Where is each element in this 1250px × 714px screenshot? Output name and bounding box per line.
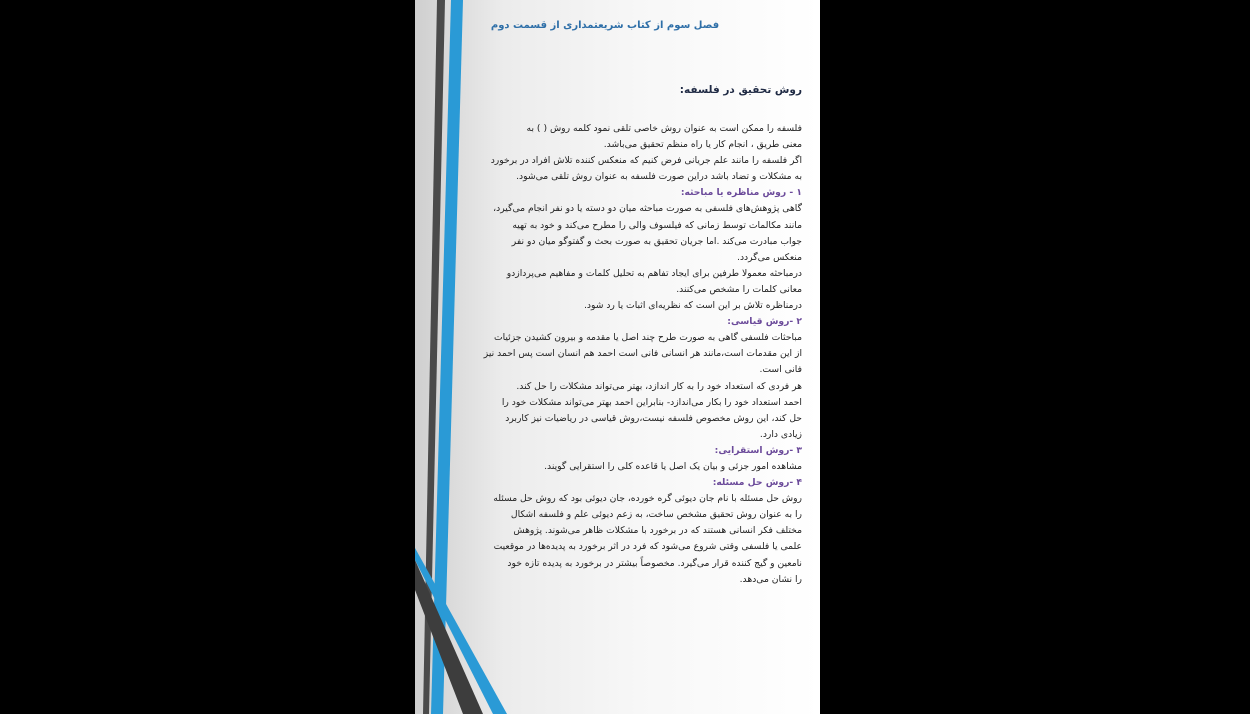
body-line: از این مقدمات است،مانند هر انسانی فانی است احمد هم انسان است پس احمد نیز [483,348,802,360]
body-line: فلسفه را ممکن است به عنوان روش خاصی تلقی نمود کلمه روش ( ) به [526,123,802,134]
body-line: حل کند، این روش مخصوص فلسفه نیست،روش قیاسی در ریاضیات نیز کاربرد [505,412,802,424]
document-body [442,121,802,588]
body-line: احمد استعداد خود را بکار می‌اندازد- بنابراین احمد بهتر می‌تواند مشکلات خود را [501,396,802,408]
subsection-heading: ۴ -روش حل مسئله: [712,477,802,489]
body-line: اگر فلسفه را مانند علم جریانی فرض کنیم که منعکس کننده تلاش افراد در برخورد [490,155,802,167]
body-line: به مشکلات و تضاد باشد دراین صورت فلسفه به عنوان روش تلقی می‌شود. [516,171,802,183]
body-line: را به عنوان روش تحقیق مشخص ساخت، به زعم دیوئی علم و فلسفه اشکال [510,509,802,521]
body-line: نامعین و گیج کننده قرار می‌گیرد. مخصوصاً بیشتر در برخورد به پدیده تازه خود [507,557,802,569]
body-line: مانند مکالمات توسط زمانی که فیلسوف والی را مطرح می‌کند و خود به تهیه [512,219,802,231]
subsection-heading: ۲ -روش قیاسی: [727,316,802,328]
body-line: درمناظره تلاش بر این است که نظریه‌ای اثبات یا رد شود. [583,300,802,312]
body-line: روش حل مسئله با نام جان دیوئی گره خورده، جان دیوئی بود که روش حل مسئله [493,493,802,505]
body-line: مشاهده امور جزئی و بیان یک اصل یا قاعده کلی را استقرایی گویند. [544,460,802,472]
body-line: را نشان می‌دهد. [739,573,802,585]
page-header: فصل سوم از کتاب شریعتمداری از قسمت دوم [490,20,720,31]
body-line: فانی است. [759,364,802,376]
subsection-heading: ۳ -روش استقرایی: [714,444,802,456]
body-line: گاهی پژوهش‌های فلسفی به صورت مباحثه میان دو دسته یا دو نفر انجام می‌گیرد، [493,203,802,215]
body-line: زیادی دارد. [759,428,802,440]
body-line: مختلف فکر انسانی هستند که در برخورد با مشکلات ظاهر می‌شوند. پژوهش [513,525,802,537]
body-line: علمی یا فلسفی وقتی شروع می‌شود که فرد در اثر برخورد به پدیده‌ها در موقعیت [493,541,802,553]
body-line: منعکس می‌گردد. [737,251,802,263]
body-line: درمباحثه معمولا طرفین برای ایجاد تفاهم به تحلیل کلمات و مفاهیم می‌پردازدو [506,267,802,279]
body-line: معنی طریق ، انجام کار یا راه منظم تحقیق می‌باشد. [603,139,802,151]
body-line: معانی کلمات را مشخص می‌کنند. [676,283,802,295]
body-line: جواب مبادرت می‌کند .اما جریان تحقیق به صورت بحث و گفتوگو میان دو نفر [511,235,802,247]
body-line: هر فردی که استعداد خود را به کار اندازد، بهتر می‌تواند مشکلات را حل کند. [516,380,802,392]
section-title: روش تحقیق در فلسفه: [679,84,802,96]
body-line: مباحثات فلسفی گاهی به صورت طرح چند اصل یا مقدمه و بیرون کشیدن جزئیات [493,332,802,344]
subsection-heading: ۱ - روش مناظره یا مباحثه: [680,187,802,199]
document-page [415,0,820,714]
